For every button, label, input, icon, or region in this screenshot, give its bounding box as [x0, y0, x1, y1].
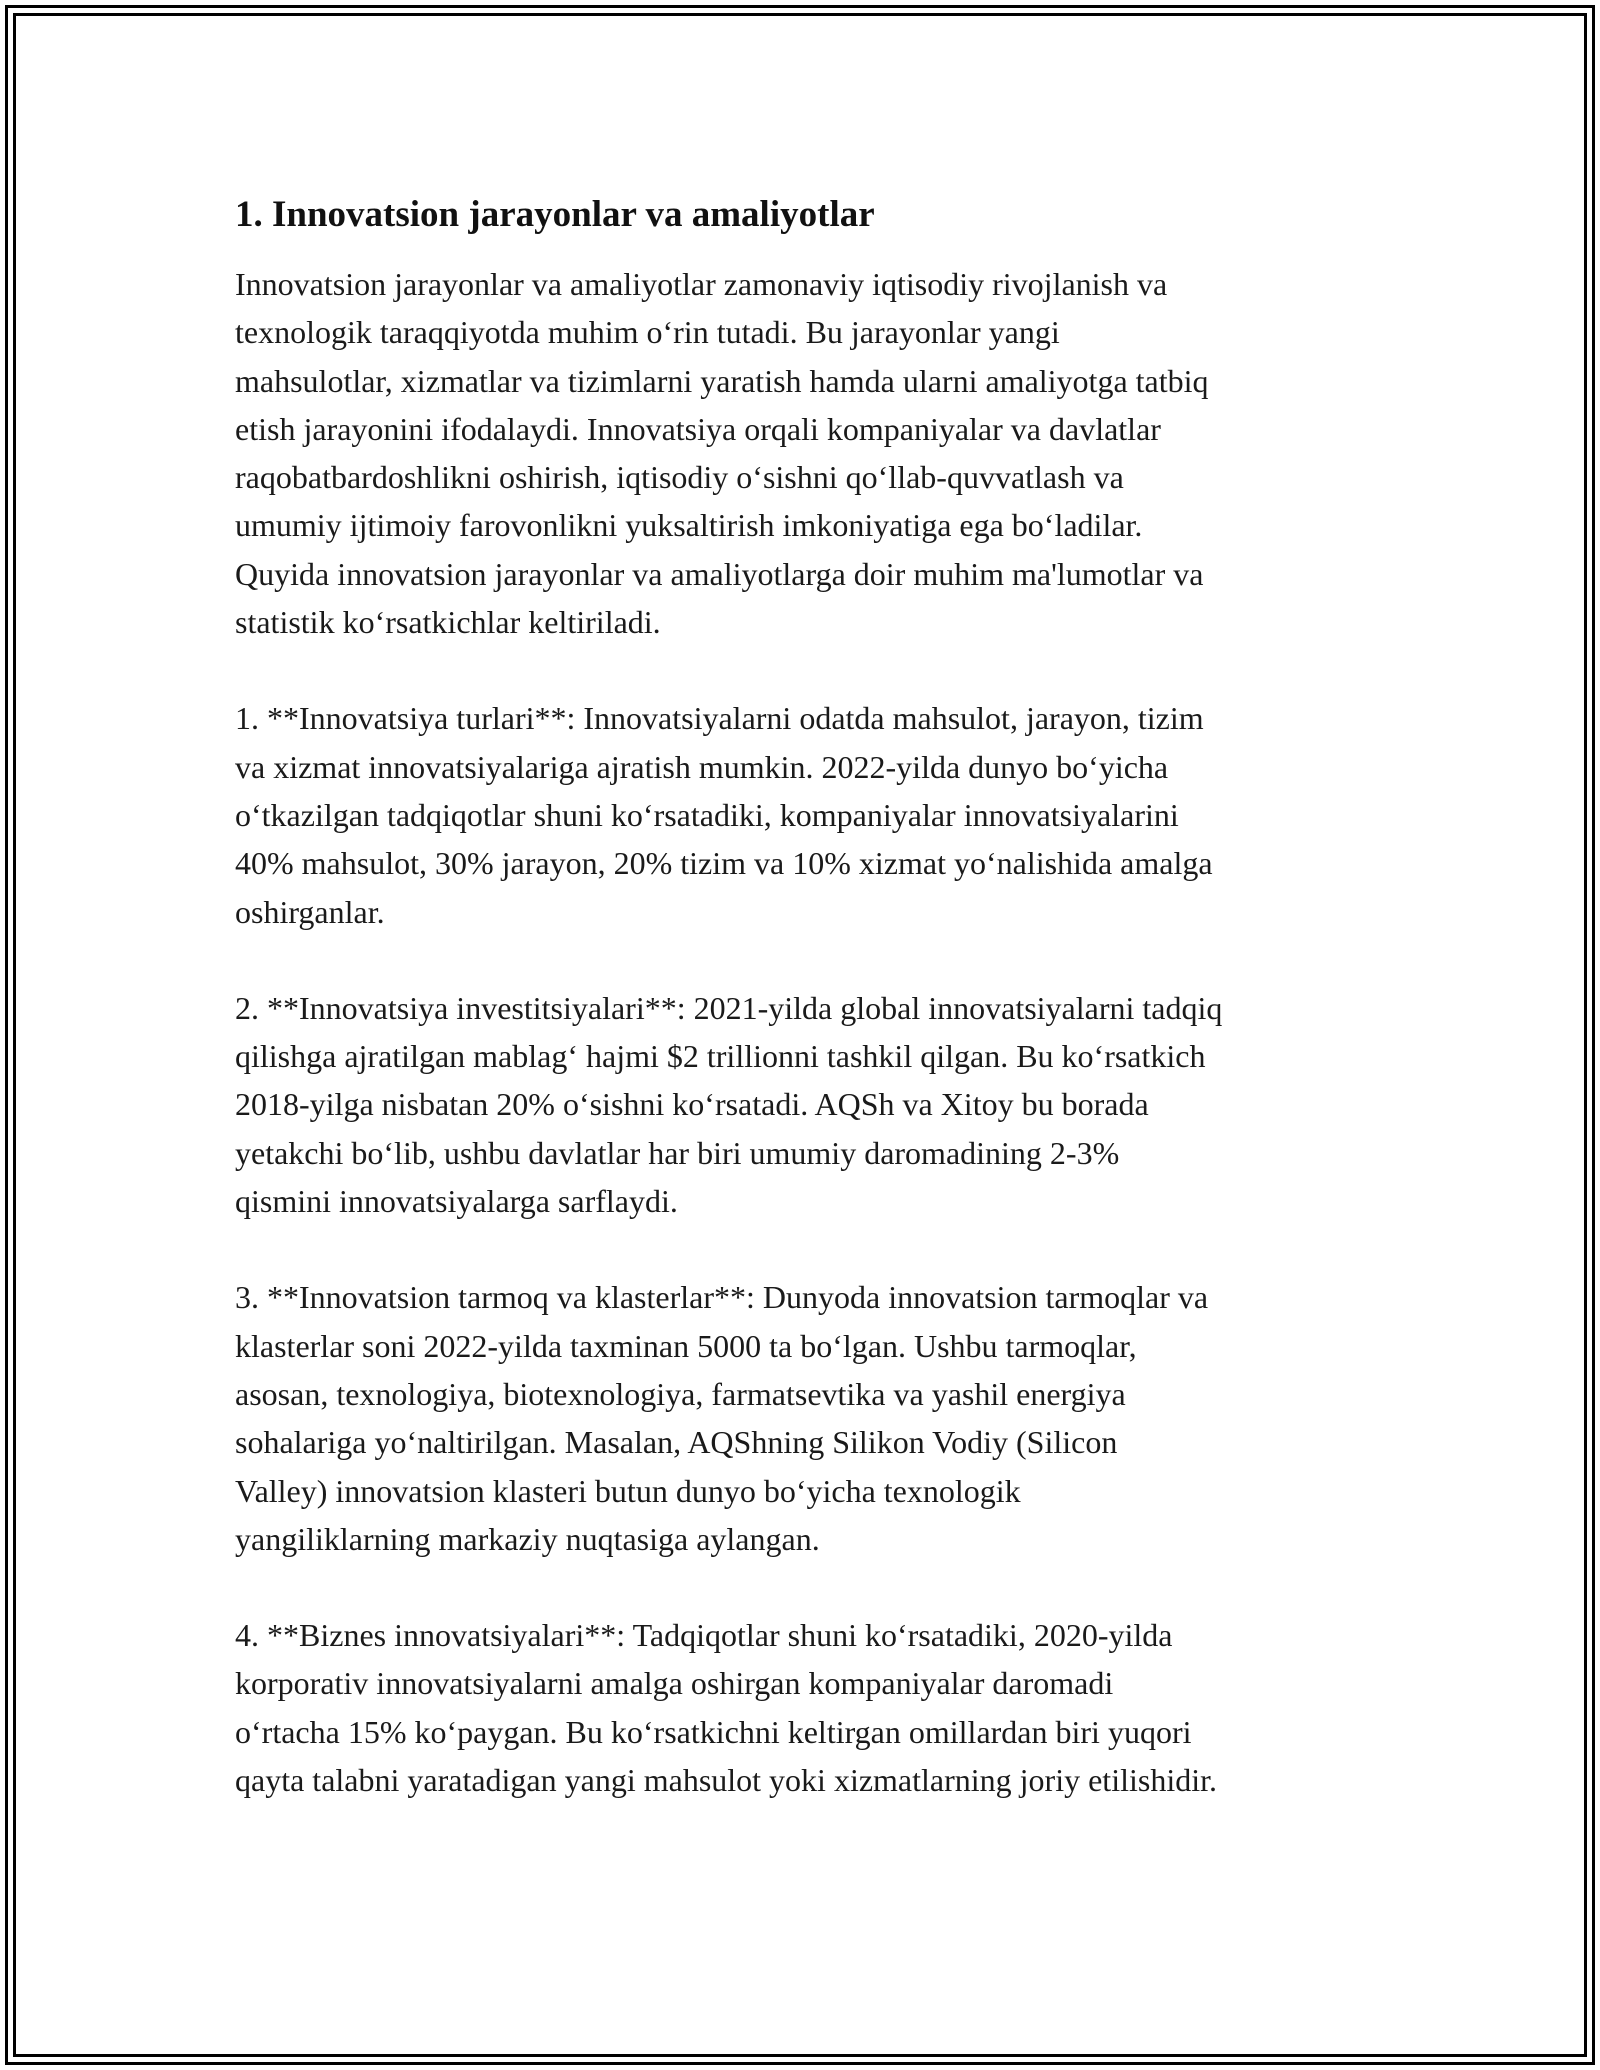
item-innovation-investments: 2. **Innovatsiya investitsiyalari**: 2021-yilda global innovatsiyalarni tadqiq qilishga ajratilgan mablagʻ hajmi $2 trillionni tashkil qilgan. Bu koʻrsatkich 2018-yilga nisbatan 20% oʻsishni koʻrsatadi. AQSh va Xitoy bu borada yetakchi boʻlib, ushbu davlatlar har biri umumiy daromadining 2-3% qismini innovatsiyalarga sarflaydi. [235, 989, 1223, 1220]
item-innovation-clusters: 3. **Innovatsion tarmoq va klasterlar**: Dunyoda innovatsion tarmoqlar va klasterlar soni 2022-yilda taxminan 5000 ta boʻlgan. Ushbu tarmoqlar, asosan, texnologiya, biotexnologiya, farmatsevtika va yashil energiya sohalariga yoʻnaltirilgan. Masalan, AQShning Silikon Vodiy (Silicon Valley) innovatsion klasteri butun dunyo boʻyicha texnologik yangiliklarning markaziy nuqtasiga aylangan. [235, 1279, 1209, 1557]
item-innovation-types: 1. **Innovatsiya turlari**: Innovatsiyalarni odatda mahsulot, jarayon, tizim va xizmat innovatsiyalariga ajratish mumkin. 2022-yilda dunyo boʻyicha oʻtkazilgan tadqiqotlar shuni koʻrsatadiki, kompaniyalar innovatsiyalarini 40% mahsulot, 30% jarayon, 20% tizim va 10% xizmat yoʻnalishida amalga oshirganlar. [235, 700, 1213, 930]
section-heading: 1. Innovatsion jarayonlar va amaliyotlar [235, 194, 875, 235]
document-body [235, 188, 1375, 1852]
item-business-innovations: 4. **Biznes innovatsiyalari**: Tadqiqotlar shuni koʻrsatadiki, 2020-yilda korporativ innovatsiyalarni amalga oshirgan kompaniyalar daromadi oʻrtacha 15% koʻpaygan. Bu koʻrsatkichni keltirgan omillardan biri yuqori qayta talabni yaratadigan yangi mahsulot yoki xizmatlarning joriy etilishidir. [235, 1617, 1217, 1799]
intro-paragraph: Innovatsion jarayonlar va amaliyotlar zamonaviy iqtisodiy rivojlanish va texnologik taraqqiyotda muhim oʻrin tutadi. Bu jarayonlar yangi mahsulotlar, xizmatlar va tizimlarni yaratish hamda ularni amaliyotga tatbiq etish jarayonini ifodalaydi. Innovatsiya orqali kompaniyalar va davlatlar raqobatbardoshlikni oshirish, iqtisodiy oʻsishni qoʻllab-quvvatlash va umumiy ijtimoiy farovonlikni yuksaltirish imkoniyatiga ega boʻladilar. Quyida innovatsion jarayonlar va amaliyotlarga doir muhim ma'lumotlar va statistik koʻrsatkichlar keltiriladi. [235, 266, 1209, 641]
